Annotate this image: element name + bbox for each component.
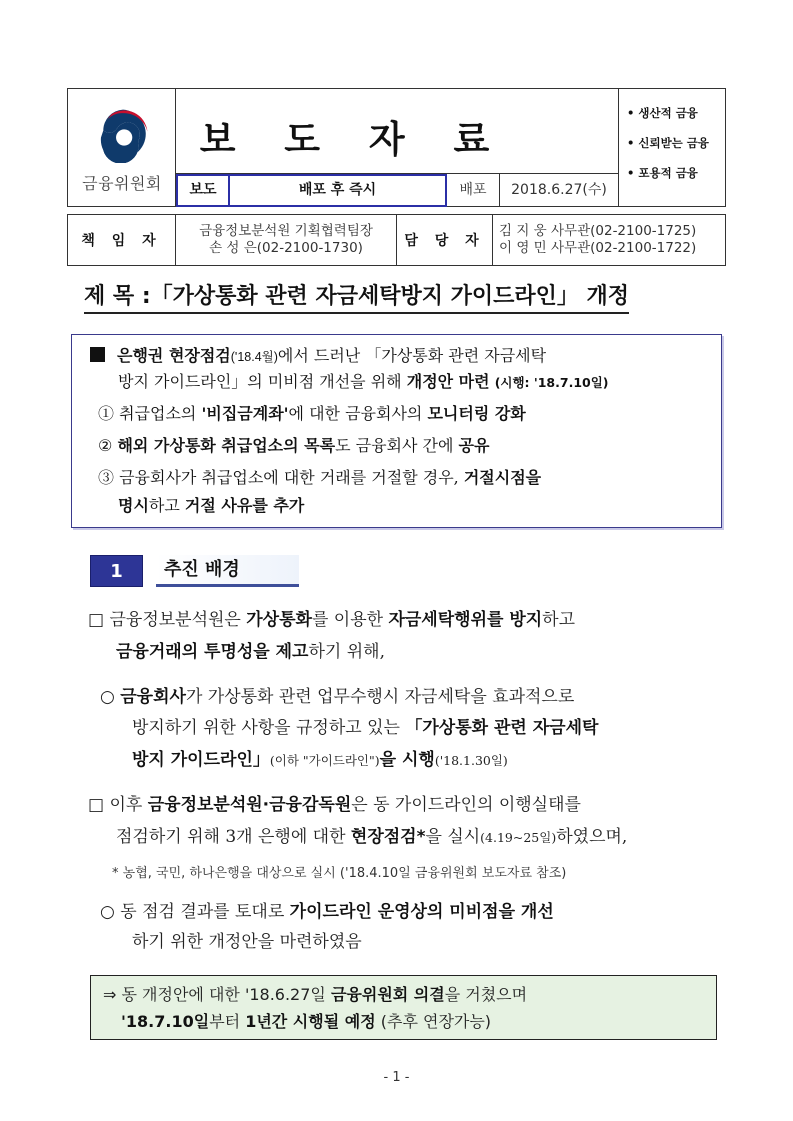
- distribution-row: [176, 173, 618, 206]
- summary-item-3-cont: 명시하고 거절 사유를 추가: [118, 496, 305, 515]
- contact-table: [67, 214, 726, 266]
- staff-info: [493, 215, 725, 265]
- body-p1-sub-line1: ○ 금융회사가 가상통화 관련 업무수행시 자금세탁을 효과적으로: [100, 687, 575, 707]
- staff-label: 담 당 자: [397, 215, 493, 265]
- checkbox-bullet-icon: □: [88, 795, 110, 815]
- taegeuk-emblem-icon: [94, 105, 152, 163]
- section-title: 추진 배경: [156, 555, 299, 587]
- responsible-line: 금융정보분석원 기획협력팀장: [199, 223, 373, 239]
- section-number: 1: [90, 555, 143, 587]
- conclusion-line2: '18.7.10일부터 1년간 시행될 예정 (추후 연장가능): [121, 1012, 492, 1031]
- distribution-label: 보도: [178, 176, 230, 205]
- distribution-value: 배포 후 즉시: [298, 182, 377, 198]
- page-number: - 1 -: [383, 1070, 410, 1085]
- summary-item-3: ③ 금융회사가 취급업소에 대한 거래를 거절할 경우, 거절시점을: [98, 468, 542, 487]
- slogan-item: • 포용적 금융: [627, 163, 725, 193]
- body-p2-sub-line2: 하기 위한 개정안을 마련하였음: [132, 932, 362, 952]
- title-cell: [176, 89, 531, 173]
- staff-line: 김 지 웅 사무관(02-2100-1725): [499, 223, 697, 239]
- conclusion-box: [90, 975, 717, 1040]
- body-p1-line2: 금융거래의 투명성을 제고하기 위해,: [116, 642, 385, 662]
- conclusion-line1: ⇒ 동 개정안에 대한 '18.6.27일 금융위원회 의결을 거쳤으며: [103, 985, 528, 1004]
- press-release-header: [67, 88, 726, 207]
- slogan-item: • 신뢰받는 금융: [627, 133, 725, 163]
- circle-bullet-icon: ○: [100, 902, 121, 922]
- page-title: 보 도 자 료: [199, 118, 508, 161]
- item-number: ②: [98, 436, 118, 455]
- staff-line: 이 영 민 사무관(02-2100-1722): [499, 240, 697, 256]
- body-p1-sub-line2: 방지하기 위한 사항을 규정하고 있는 「가상통화 관련 자금세탁: [132, 718, 599, 738]
- footnote: * 농협, 국민, 하나은행을 대상으로 실시 ('18.4.10일 금융위원회 보도자료 참조): [112, 866, 567, 881]
- item-number: ①: [98, 404, 120, 423]
- summary-line-1: 은행권 현장점검('18.4월)에서 드러난 「가상통화 관련 자금세탁: [90, 345, 546, 368]
- distribution-box: [176, 174, 447, 207]
- slogan-item: • 생산적 금융: [627, 103, 725, 133]
- subject-heading: 제 목 :「가상통화 관련 자금세탁방지 가이드라인」 개정: [84, 283, 629, 314]
- responsible-label: 책 임 자: [68, 215, 176, 265]
- summary-box: [71, 334, 722, 528]
- org-name: 금융위원회: [82, 174, 162, 193]
- responsible-info: [176, 215, 397, 265]
- item-number: ③: [98, 468, 120, 487]
- slogan-list: [618, 89, 725, 206]
- distribution-date: 2018.6.27(수): [511, 182, 607, 198]
- checkbox-bullet-icon: □: [88, 610, 110, 630]
- body-p2-line2: 점검하기 위해 3개 은행에 대한 현장점검*을 실시(4.19~25일)하였으며,: [116, 827, 628, 847]
- body-p2-sub-line1: ○ 동 점검 결과를 토대로 가이드라인 운영상의 미비점을 개선: [100, 902, 554, 922]
- summary-line-2: 방지 가이드라인」의 미비점 개선을 위해 개정안 마련 (시행: '18.7.10일): [118, 372, 609, 391]
- body-p1-sub-line3: 방지 가이드라인」(이하 "가이드라인")을 시행('18.1.30일): [132, 750, 508, 770]
- body-p2-line1: □ 이후 금융정보분석원·금융감독원은 동 가이드라인의 이행실태를: [88, 795, 581, 815]
- logo-cell: [68, 89, 176, 206]
- circle-bullet-icon: ○: [100, 687, 121, 707]
- distribution-date-label: 배포: [447, 174, 500, 207]
- responsible-line: 손 성 은(02-2100-1730): [209, 240, 363, 256]
- summary-item-2: ② 해외 가상통화 취급업소의 목록도 금융회사 간에 공유: [98, 436, 490, 455]
- body-p1-line1: □ 금융정보분석원은 가상통화를 이용한 자금세탁행위를 방지하고: [88, 610, 576, 630]
- summary-item-1: ① 취급업소의 '비집금계좌'에 대한 금융회사의 모니터링 강화: [98, 404, 526, 423]
- square-bullet-icon: [90, 347, 105, 362]
